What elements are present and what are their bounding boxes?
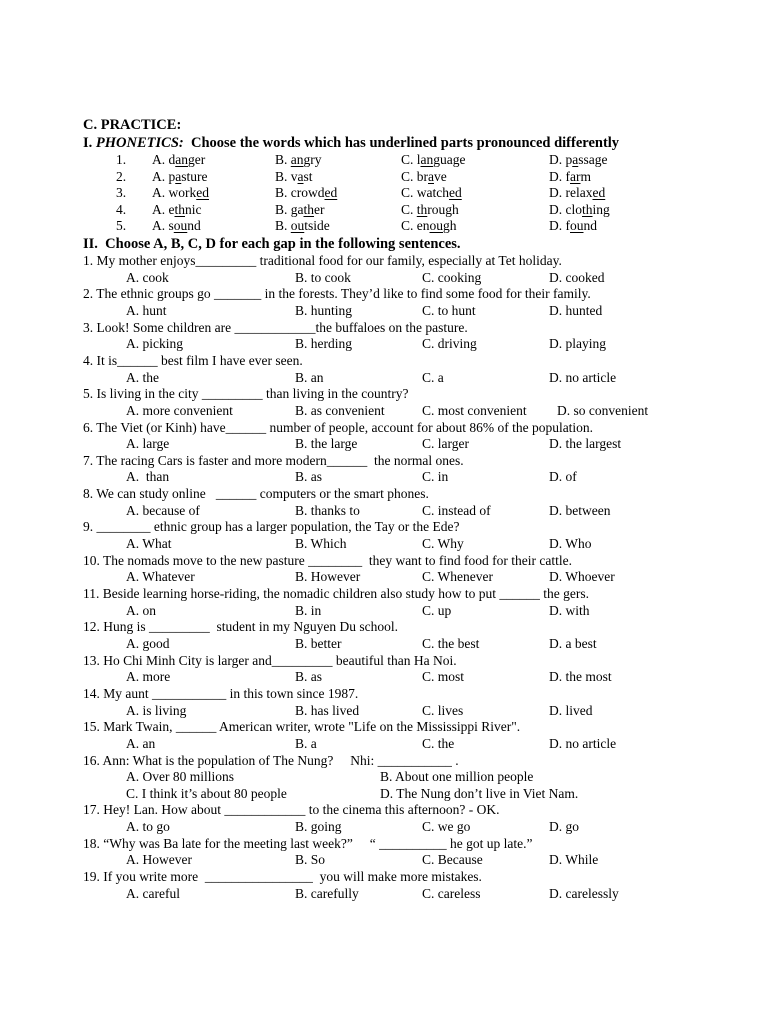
- answer-option: C. most: [422, 669, 465, 685]
- answer-option: D. carelessly: [549, 885, 619, 901]
- answer-option: D. Who: [549, 536, 592, 552]
- answer-option: C. instead of: [422, 502, 491, 518]
- underlined-sound: ed: [449, 185, 462, 201]
- phonetics-option: A. pasture: [152, 168, 208, 184]
- answer-option: A. Over 80 millions: [126, 769, 234, 785]
- answer-option: A. because of: [126, 502, 200, 518]
- answer-option: B. as convenient: [295, 402, 385, 418]
- question-text: 17. Hey! Lan. How about ____________ to the cinema this afternoon? - OK.: [83, 802, 500, 818]
- question-text: 16. Ann: What is the population of The Nung? Nhi: ___________ .: [83, 752, 459, 768]
- question-text: 15. Mark Twain, ______ American writer, wrote "Life on the Mississippi River".: [83, 719, 521, 735]
- underlined-sound: ar: [570, 168, 581, 184]
- answer-option: B. About one million people: [380, 769, 534, 785]
- phonetics-option: A. ethnic: [152, 201, 202, 217]
- answer-option: A. Whatever: [126, 569, 195, 585]
- answer-option: C. Whenever: [422, 569, 493, 585]
- phonetics-option: A. danger: [152, 152, 206, 167]
- answer-option: A. more: [126, 669, 171, 685]
- question-text: 19. If you write more ________________ you will make more mistakes.: [83, 869, 482, 885]
- answer-option: B. an: [295, 369, 324, 385]
- answer-option: C. lives: [422, 702, 464, 718]
- question-text: 18. “Why was Ba late for the meeting last week?” “ __________ he got up late.”: [83, 835, 533, 851]
- answer-option: C. a: [422, 369, 444, 385]
- underlined-sound: ed: [196, 185, 209, 201]
- answer-option: C. the: [422, 735, 455, 751]
- answer-option: D. The Nung don’t live in Viet Nam.: [380, 785, 579, 801]
- answer-option: D. a best: [549, 635, 597, 651]
- answer-option: C. Because: [422, 852, 483, 868]
- answer-option: B. However: [295, 569, 361, 585]
- answer-option: D. of: [549, 469, 577, 485]
- answer-option: A. an: [126, 735, 156, 751]
- answer-option: B. as: [295, 469, 322, 485]
- answer-option: D. go: [549, 819, 579, 835]
- phonetics-option: C. through: [401, 201, 459, 217]
- underlined-sound: an: [175, 152, 188, 167]
- underlined-sound: ou: [173, 218, 188, 234]
- phonetics-item-number: 5.: [116, 218, 127, 234]
- answer-option: D. Whoever: [549, 569, 615, 585]
- underlined-sound: ou: [290, 218, 305, 234]
- phonetics-item-number: 4.: [116, 201, 127, 217]
- answer-option: D. playing: [549, 336, 606, 352]
- section-2-title: II. Choose A, B, C, D for each gap in the following sentences.: [83, 236, 461, 252]
- underlined-sound: a: [297, 168, 304, 184]
- answer-option: D. hunted: [549, 302, 603, 318]
- phonetics-option: C. language: [401, 152, 466, 167]
- answer-option: C. most convenient: [422, 402, 527, 418]
- answer-option: D. While: [549, 852, 599, 868]
- answer-option: B. carefully: [295, 885, 359, 901]
- answer-option: C. the best: [422, 635, 480, 651]
- phonetics-option: A. sound: [152, 218, 201, 234]
- question-text: 13. Ho Chi Minh City is larger and_________ beautiful than Ha Noi.: [83, 652, 457, 668]
- question-text: 4. It is______ best film I have ever seen.: [83, 352, 303, 368]
- question-text: 9. ________ ethnic group has a larger population, the Tay or the Ede?: [83, 519, 460, 535]
- phonetics-option: C. watched: [401, 185, 462, 201]
- underlined-sound: th: [303, 201, 315, 217]
- phonetics-option: D. found: [549, 218, 597, 234]
- phonetics-option: B. vast: [275, 168, 313, 184]
- answer-option: A. hunt: [126, 302, 167, 318]
- answer-option: C. cooking: [422, 269, 482, 285]
- underlined-sound: a: [428, 168, 434, 184]
- answer-option: B. to cook: [295, 269, 351, 285]
- underlined-sound: a: [572, 152, 579, 167]
- question-text: 6. The Viet (or Kinh) have______ number of people, account for about 86% of the population.: [83, 419, 594, 435]
- answer-option: A. than: [126, 469, 170, 485]
- answer-option: B. herding: [295, 336, 352, 352]
- underlined-sound: a: [175, 168, 182, 184]
- underlined-sound: th: [582, 201, 593, 217]
- answer-option: A. picking: [126, 336, 183, 352]
- question-text: 11. Beside learning horse-riding, the nomadic children also study how to put ______ the gers.: [83, 586, 590, 601]
- question-text: 5. Is living in the city _________ than living in the country?: [83, 386, 409, 402]
- answer-option: A. What: [126, 536, 172, 552]
- underlined-sound: th: [174, 201, 186, 217]
- answer-option: C. to hunt: [422, 302, 476, 318]
- answer-option: C. I think it’s about 80 people: [126, 785, 287, 801]
- answer-option: D. between: [549, 502, 611, 518]
- answer-option: C. up: [422, 602, 452, 618]
- answer-option: A. is living: [126, 702, 187, 718]
- phonetics-instruction: Choose the words which has underlined parts pronounced differently: [183, 135, 620, 151]
- section-number: I.: [83, 135, 96, 151]
- underlined-sound: th: [416, 201, 428, 217]
- answer-option: C. driving: [422, 336, 477, 352]
- answer-option: D. so convenient: [557, 402, 649, 418]
- answer-option: B. the large: [295, 436, 358, 452]
- underlined-sound: an: [420, 152, 434, 167]
- phonetics-item-number: 3.: [116, 185, 127, 201]
- answer-option: C. in: [422, 469, 449, 485]
- phonetics-option: D. passage: [549, 152, 608, 167]
- answer-option: A. more convenient: [126, 402, 233, 418]
- phonetics-option: D. relaxed: [549, 185, 606, 201]
- question-text: 1. My mother enjoys_________ traditional food for our family, especially at Tet holiday.: [83, 253, 562, 268]
- answer-option: D. the most: [549, 669, 612, 685]
- phonetics-option: D. farm: [549, 168, 592, 184]
- answer-option: C. larger: [422, 436, 469, 452]
- answer-option: D. no article: [549, 735, 617, 751]
- answer-option: D. with: [549, 602, 590, 618]
- answer-option: A. large: [126, 436, 170, 452]
- underlined-sound: an: [290, 152, 304, 167]
- underlined-sound: ou: [570, 218, 584, 234]
- practice-title: C. PRACTICE:: [83, 117, 182, 133]
- phonetics-item-number: 1.: [116, 152, 127, 167]
- question-text: 3. Look! Some children are ____________the buffaloes on the pasture.: [83, 319, 468, 335]
- phonetics-option: A. worked: [152, 185, 209, 201]
- phonetics-option: B. gather: [275, 201, 325, 217]
- answer-option: A. careful: [126, 885, 180, 901]
- answer-option: B. going: [295, 819, 342, 835]
- underlined-sound: ou: [429, 218, 443, 234]
- phonetics-option: B. angry: [275, 152, 322, 167]
- question-text: 12. Hung is _________ student in my Nguyen Du school.: [83, 619, 398, 635]
- phonetics-option: B. crowded: [275, 185, 338, 201]
- answer-option: D. no article: [549, 369, 617, 385]
- question-text: 7. The racing Cars is faster and more modern______ the normal ones.: [83, 452, 464, 468]
- answer-option: B. thanks to: [295, 502, 360, 518]
- answer-option: C. careless: [422, 885, 481, 901]
- phonetics-option: C. enough: [401, 218, 457, 234]
- answer-option: B. a: [295, 735, 317, 751]
- answer-option: A. good: [126, 635, 170, 651]
- question-text: 10. The nomads move to the new pasture ________ they want to find food for their cattle.: [83, 552, 573, 568]
- answer-option: C. Why: [422, 536, 464, 552]
- answer-option: A. cook: [126, 269, 169, 285]
- answer-option: B. in: [295, 602, 322, 618]
- answer-option: D. the largest: [549, 436, 622, 452]
- answer-option: B. Which: [295, 536, 347, 552]
- answer-option: D. cooked: [549, 269, 605, 285]
- question-text: 14. My aunt ___________ in this town since 1987.: [83, 685, 359, 701]
- phonetics-option: B. outside: [275, 218, 330, 234]
- underlined-sound: ed: [592, 185, 606, 201]
- answer-option: C. we go: [422, 819, 471, 835]
- answer-option: A. on: [126, 602, 156, 618]
- answer-option: B. hunting: [295, 302, 353, 318]
- underlined-sound: ed: [324, 185, 338, 201]
- phonetics-label: PHONETICS:: [95, 135, 184, 151]
- phonetics-heading: [83, 135, 619, 151]
- answer-option: A. However: [126, 852, 192, 868]
- question-text: 8. We can study online ______ computers or the smart phones.: [83, 486, 429, 502]
- answer-option: B. as: [295, 669, 322, 685]
- phonetics-option: C. brave: [401, 168, 447, 184]
- question-text: 2. The ethnic groups go _______ in the forests. They’d like to find some food for their family.: [83, 286, 591, 302]
- phonetics-option: D. clothing: [549, 201, 610, 217]
- answer-option: B. has lived: [295, 702, 360, 718]
- answer-option: A. to go: [126, 819, 170, 835]
- answer-option: B. better: [295, 635, 342, 651]
- answer-option: A. the: [126, 369, 159, 385]
- answer-option: D. lived: [549, 702, 593, 718]
- answer-option: B. So: [295, 852, 326, 868]
- phonetics-item-number: 2.: [116, 168, 127, 184]
